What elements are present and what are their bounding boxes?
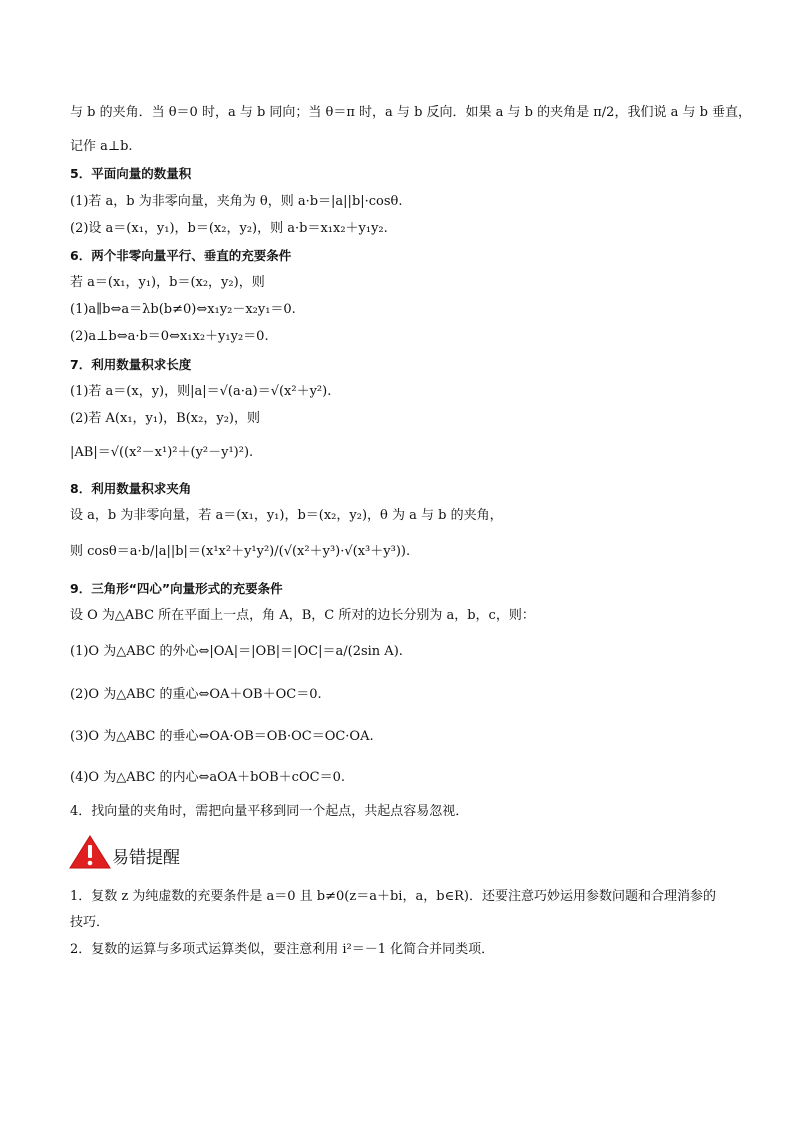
tip-item: 1．复数 z 为纯虚数的充要条件是 a＝0 且 b≠0(z＝a＋bi，a，b∈R)．还要注意巧妙运用参数问题和合理消参的技巧． [70,889,716,930]
warning-title: 易错提醒 [112,848,180,868]
text-line: (1)a∥b⇔a＝λb(b≠0)⇔x₁y₂－x₂y₁＝0. [70,302,296,317]
formula-line: 则 cosθ＝a·b/|a||b|＝(x¹x²＋y¹y²)/(√(x²＋y³)·√(x³＋y³)). [70,544,411,559]
formula-line: (2)O 为△ABC 的重心⇔OA＋OB＋OC＝0. [70,687,322,702]
text-line: 设 a，b 为非零向量，若 a＝(x₁，y₁)，b＝(x₂，y₂)，θ 为 a 与 b 的夹角， [70,508,503,523]
text-line: 若 a＝(x₁，y₁)，b＝(x₂，y₂)，则 [70,275,265,290]
text-line: (2)a⊥b⇔a·b＝0⇔x₁x₂＋y₁y₂＝0. [70,329,269,344]
section-heading: 8．利用数量积求夹角 [70,481,192,496]
text-line: (2)若 A(x₁，y₁)，B(x₂，y₂)，则 [70,411,260,426]
formula-line: (4)O 为△ABC 的内心⇔aOA＋bOB＋cOC＝0. [70,770,345,785]
section-heading: 5．平面向量的数量积 [70,166,192,181]
text-line: 记作 a⊥b. [70,139,133,154]
warning-triangle-icon [68,834,112,870]
tip-item: 2．复数的运算与多项式运算类似，要注意利用 i²＝－1 化简合并同类项． [70,942,495,957]
text-line: 与 b 的夹角．当 θ＝0 时，a 与 b 同向；当 θ＝π 时，a 与 b 反向．如果 a 与 b 的夹角是 π/2，我们说 a 与 b 垂直， [70,105,752,120]
text-line: (1)若 a，b 为非零向量，夹角为 θ，则 a·b＝|a||b|·cosθ. [70,194,403,209]
text-line: (2)设 a＝(x₁，y₁)，b＝(x₂，y₂)，则 a·b＝x₁x₂＋y₁y₂. [70,221,388,236]
section-heading: 7．利用数量积求长度 [70,357,192,372]
formula-line: (3)O 为△ABC 的垂心⇔OA·OB＝OB·OC＝OC·OA. [70,729,374,744]
section-heading: 6．两个非零向量平行、垂直的充要条件 [70,248,292,263]
formula-line: (1)O 为△ABC 的外心⇔|OA|＝|OB|＝|OC|＝a/(2sin A). [70,644,403,659]
section-heading: 9．三角形“四心”向量形式的充要条件 [70,581,283,596]
text-line: 设 O 为△ABC 所在平面上一点，角 A，B，C 所对的边长分别为 a，b，c，则： [70,608,535,623]
text-line: (1)若 a＝(x，y)，则|a|＝√(a·a)＝√(x²＋y²). [70,384,332,399]
formula-line: |AB|＝√((x²－x¹)²＋(y²－y¹)²). [70,445,254,460]
text-line: 4．找向量的夹角时，需把向量平移到同一个起点，共起点容易忽视． [70,804,469,819]
